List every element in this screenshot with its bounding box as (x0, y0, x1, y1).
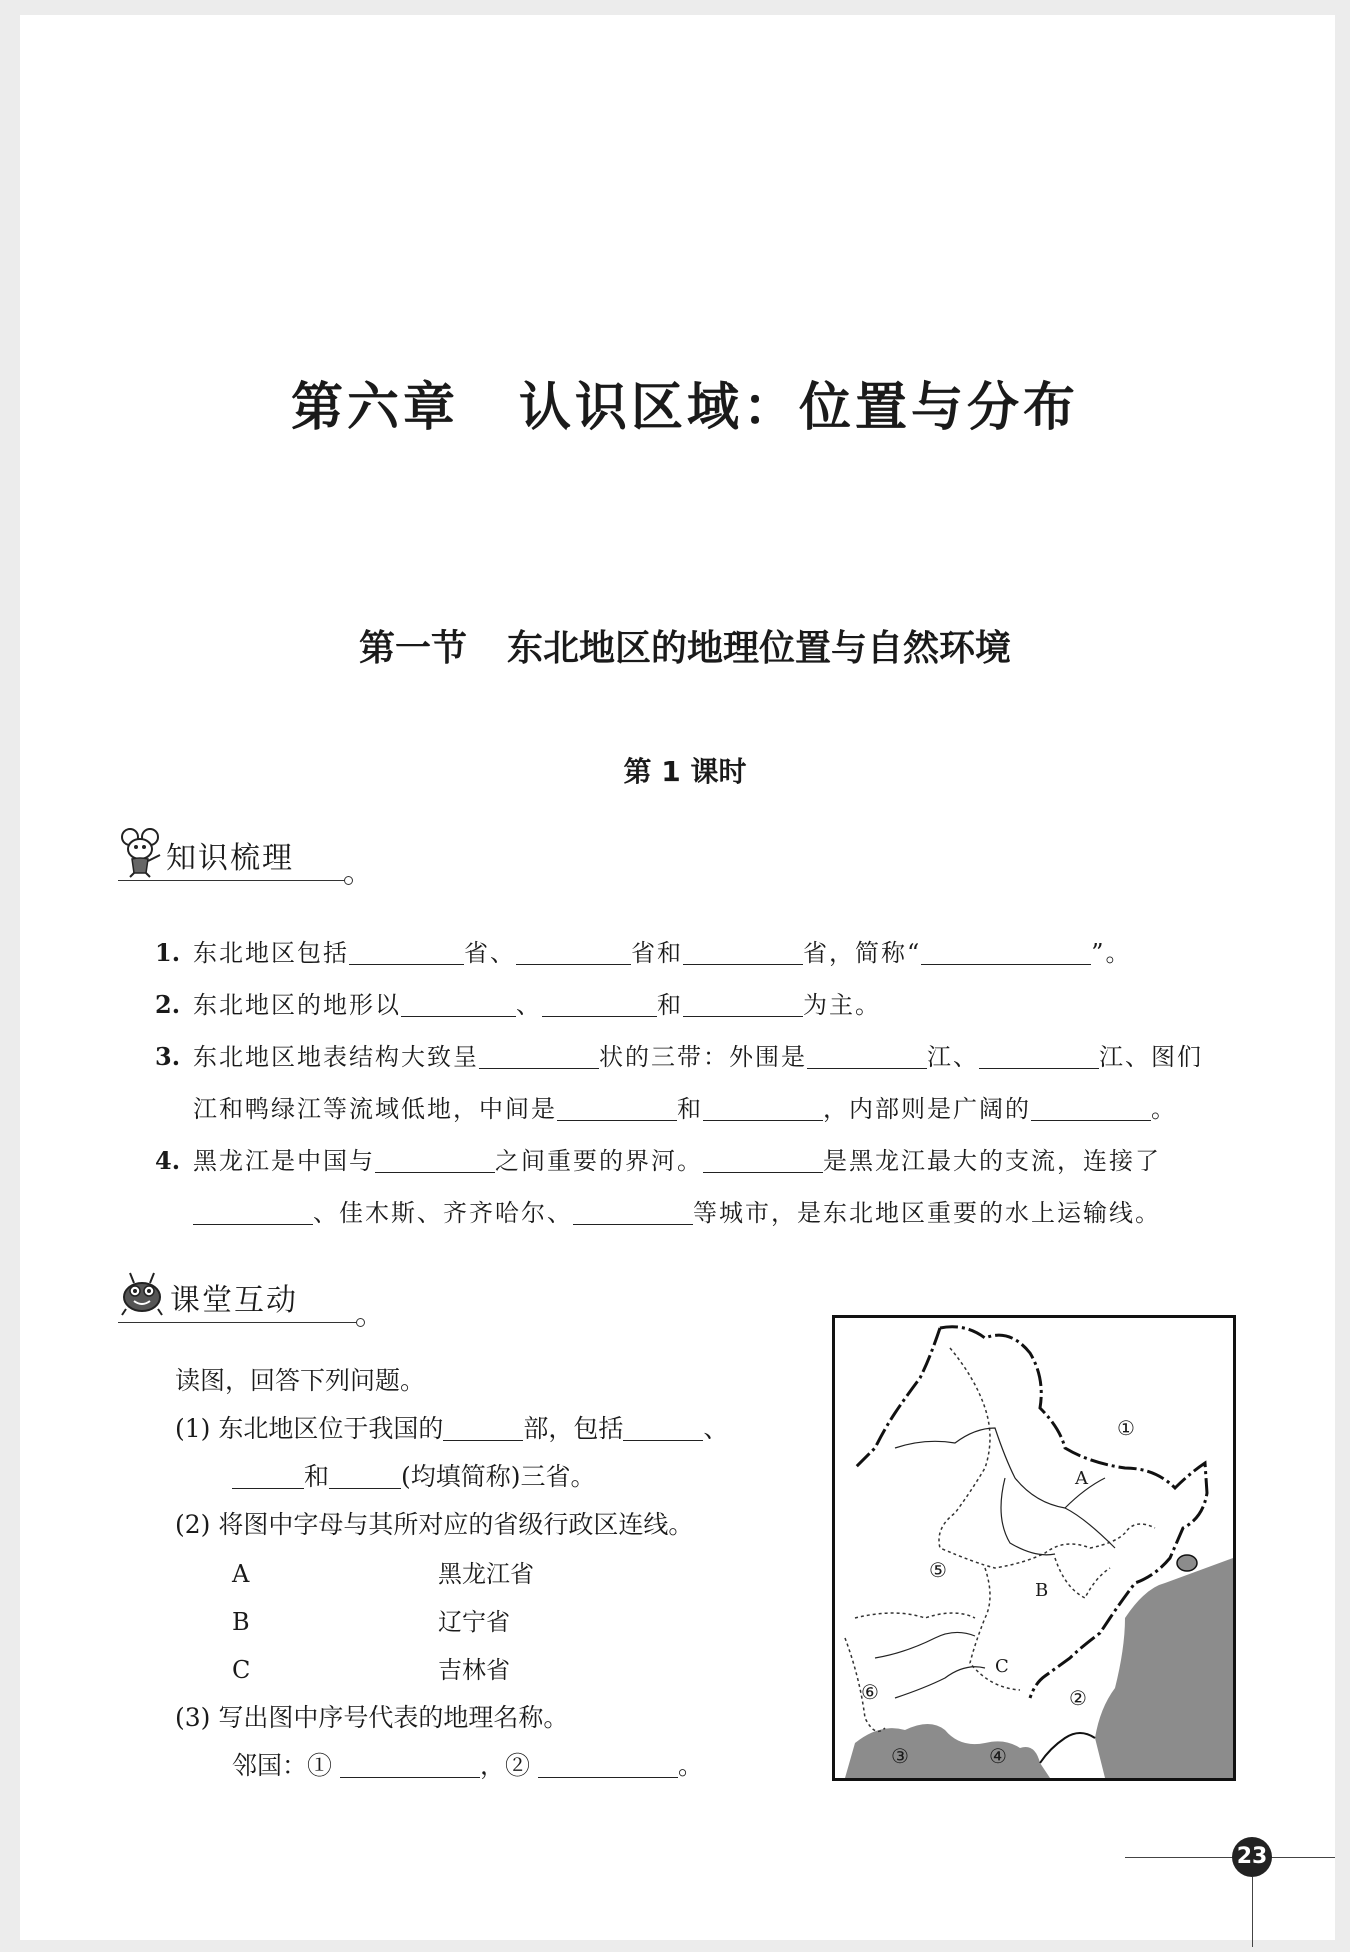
knowledge-item-4-cont: 、佳木斯、齐齐哈尔、 等城市，是东北地区重要的水上运输线。 (155, 1187, 1161, 1239)
map-marker-1: ① (1117, 1416, 1135, 1440)
heading-dot (344, 876, 353, 885)
sea-bohai (845, 1724, 1050, 1778)
fill-blank[interactable] (807, 1044, 927, 1069)
fill-blank[interactable] (1031, 1096, 1151, 1121)
province-boundary (1055, 1558, 1110, 1598)
section-number: 第一节 (358, 627, 467, 669)
fill-blank[interactable] (683, 940, 803, 965)
river (895, 1428, 1105, 1508)
fill-blank[interactable] (479, 1044, 599, 1069)
fill-blank[interactable] (401, 992, 516, 1017)
river (1065, 1508, 1115, 1548)
mouse-mascot-icon (118, 827, 164, 879)
classroom-heading-block (118, 1267, 368, 1327)
fill-blank[interactable] (349, 940, 464, 965)
sea-east (1095, 1558, 1233, 1778)
fill-blank[interactable] (516, 940, 631, 965)
map-drawing (835, 1318, 1233, 1778)
map-marker-6: ⑥ (861, 1680, 879, 1704)
province-boundary (855, 1613, 975, 1618)
fill-blank[interactable] (703, 1096, 823, 1121)
map-label-a: A (1075, 1468, 1088, 1489)
knowledge-heading-block (118, 825, 353, 885)
river (1001, 1478, 1055, 1555)
fill-blank[interactable] (232, 1463, 304, 1489)
coastline (1040, 1733, 1095, 1763)
fill-blank[interactable] (443, 1415, 523, 1441)
fill-blank[interactable] (542, 992, 657, 1017)
knowledge-heading: 知识梳理 (166, 841, 294, 876)
map-label-c: C (995, 1656, 1009, 1677)
fill-blank[interactable] (329, 1463, 401, 1489)
fill-blank[interactable] (375, 1148, 495, 1173)
match-letter-a[interactable]: A (232, 1560, 250, 1588)
heading-dot (356, 1318, 365, 1327)
workbook-page (20, 15, 1335, 1940)
knowledge-item-3: 3. 东北地区地表结构大致呈 状的三带：外围是 江、 江、图们 (155, 1042, 1203, 1071)
classroom-q1-cont: 和 (均填简称)三省。 (232, 1453, 596, 1501)
classroom-intro: 读图，回答下列问题。 (175, 1366, 426, 1395)
knowledge-item-4: 4. 黑龙江是中国与 之间重要的界河。 是黑龙江最大的支流，连接了 (155, 1146, 1161, 1175)
fill-blank[interactable] (340, 1752, 480, 1778)
fill-blank[interactable] (193, 1200, 313, 1225)
classroom-q2: (2) 将图中字母与其所对应的省级行政区连线。 (175, 1510, 694, 1539)
fill-blank[interactable] (557, 1096, 677, 1121)
map-marker-2: ② (1069, 1686, 1087, 1710)
match-province-1[interactable]: 黑龙江省 (438, 1560, 534, 1588)
section-name: 东北地区的地理位置与自然环境 (507, 627, 1012, 669)
province-boundary (939, 1348, 1155, 1568)
river (875, 1632, 975, 1658)
map-marker-3: ③ (891, 1744, 909, 1768)
chapter-name: 认识区域：位置与分布 (519, 378, 1080, 438)
river (895, 1667, 985, 1698)
page-footer-vline (1252, 1877, 1253, 1947)
page-footer-line (1125, 1857, 1335, 1858)
fill-blank[interactable] (573, 1200, 693, 1225)
lake (1177, 1555, 1197, 1571)
page-number: 23 (1232, 1837, 1272, 1877)
fill-blank[interactable] (921, 940, 1091, 965)
fill-blank[interactable] (683, 992, 803, 1017)
fill-blank[interactable] (538, 1752, 678, 1778)
northeast-china-map (832, 1315, 1236, 1781)
classroom-q3: (3) 写出图中序号代表的地理名称。 (175, 1703, 569, 1732)
fill-blank[interactable] (979, 1044, 1099, 1069)
map-marker-5: ⑤ (929, 1558, 947, 1582)
match-letter-b[interactable]: B (232, 1608, 250, 1636)
knowledge-item-3-cont: 江和鸭绿江等流域低地，中间是 和 ，内部则是广阔的 。 (193, 1095, 1177, 1123)
map-label-b: B (1035, 1580, 1049, 1601)
bug-mascot-icon (118, 1269, 166, 1317)
classroom-q1: (1) 东北地区位于我国的 部，包括 、 (175, 1414, 729, 1443)
match-province-3[interactable]: 吉林省 (438, 1656, 510, 1684)
classroom-heading: 课堂互动 (170, 1283, 298, 1318)
knowledge-item-1: 1. 东北地区包括 省、 省和 省，简称“ ”。 (155, 938, 1132, 967)
lesson-title: 第 1 课时 (623, 755, 747, 788)
match-letter-c[interactable]: C (232, 1656, 251, 1684)
chapter-number: 第六章 (290, 378, 459, 438)
chapter-title (20, 365, 1350, 440)
classroom-q3-neighbors: 邻国：① ，② 。 (232, 1751, 703, 1780)
knowledge-item-2: 2. 东北地区的地形以 、 和 为主。 (155, 990, 881, 1019)
match-province-2[interactable]: 辽宁省 (438, 1608, 510, 1636)
map-marker-4: ④ (989, 1744, 1007, 1768)
fill-blank[interactable] (623, 1415, 703, 1441)
heading-underline (118, 880, 346, 881)
fill-blank[interactable] (703, 1148, 823, 1173)
section-title (20, 620, 1350, 671)
heading-underline (118, 1322, 358, 1323)
